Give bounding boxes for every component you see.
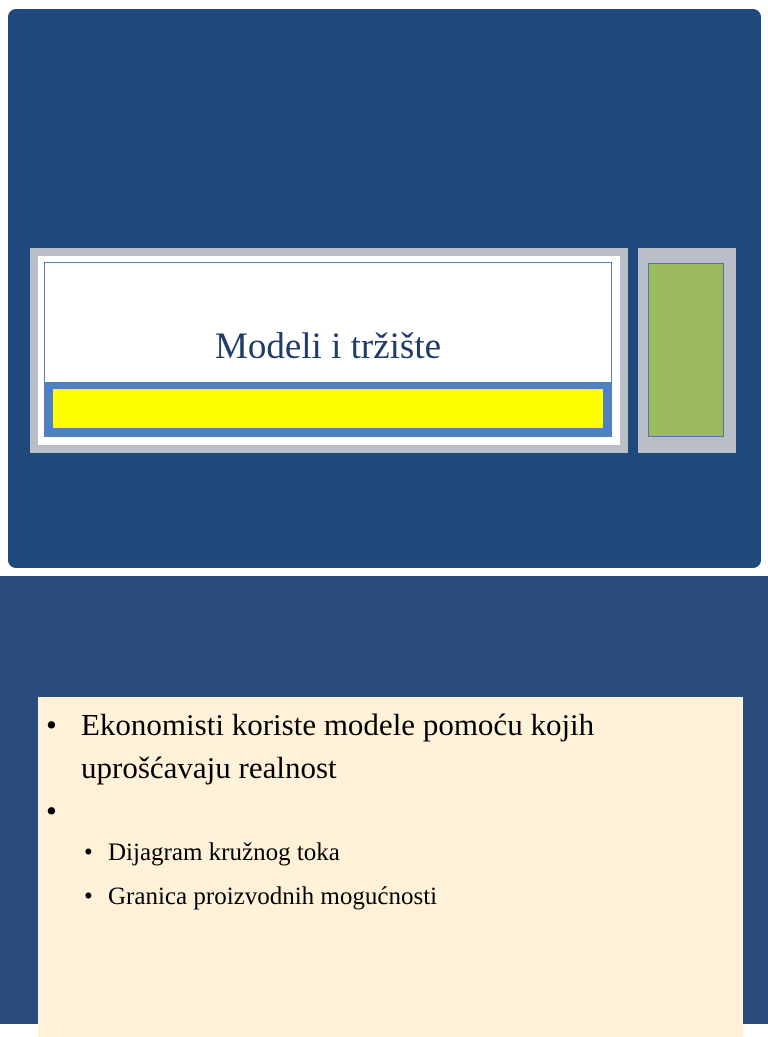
title-slide: [8, 9, 761, 568]
bullet-icon: •: [46, 707, 57, 742]
bullet-icon: •: [46, 793, 57, 828]
bullet-text: Ekonomisti koriste modele pomoću kojih uprošćavaju realnost: [81, 707, 595, 785]
title-accent-bar: [45, 382, 611, 436]
title-box: [44, 262, 612, 437]
side-accent-block: [648, 263, 724, 437]
sub-bullet-item: [84, 839, 340, 867]
title-frame: [30, 248, 628, 453]
bullet-icon: •: [84, 883, 93, 910]
title-highlight-bar: [53, 389, 603, 428]
bullet-icon: •: [84, 839, 93, 866]
sub-bullet-text: Granica proizvodnih mogućnosti: [108, 883, 438, 910]
title-inner-panel: [38, 256, 620, 445]
side-frame: [638, 248, 736, 453]
sub-bullet-item: [84, 883, 437, 911]
sub-bullet-text: Dijagram kružnog toka: [108, 839, 340, 866]
bullet-item: [46, 793, 57, 829]
content-slide: [0, 576, 768, 1024]
slide-title: Modeli i tržište: [214, 326, 442, 367]
content-box: [38, 697, 743, 1037]
